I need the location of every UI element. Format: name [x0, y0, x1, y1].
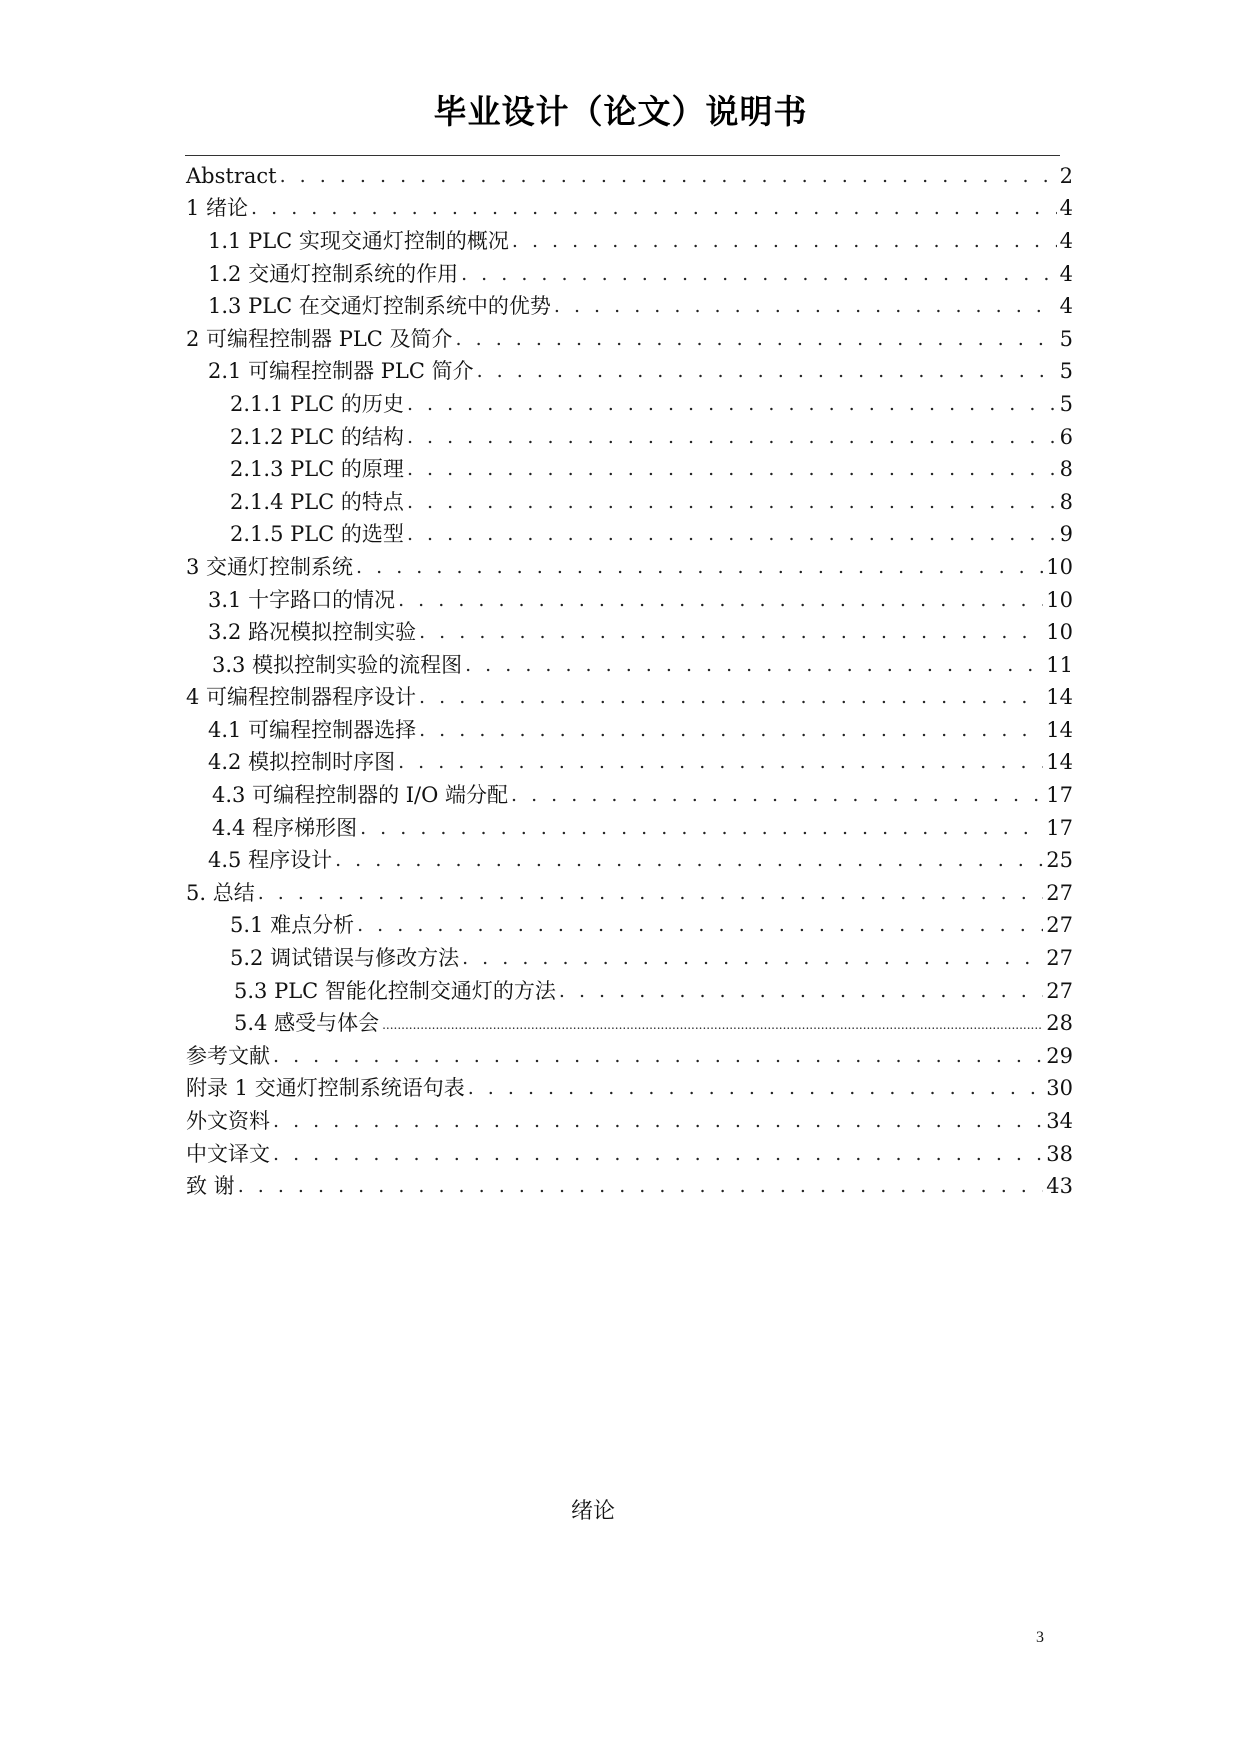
toc-entry-page: 30: [1046, 1076, 1073, 1101]
toc-leader-dots: [258, 884, 1044, 903]
toc-entry-label: 附录 1 交通灯控制系统语句表: [186, 1076, 465, 1101]
toc-entry[interactable]: [186, 258, 1073, 291]
toc-entry-page: 14: [1046, 750, 1073, 775]
toc-leader-dots: [357, 916, 1043, 935]
toc-entry-page: 5: [1059, 391, 1073, 416]
toc-entry-label: 1.2 交通灯控制系统的作用: [208, 261, 459, 286]
toc-entry-page: 5: [1059, 359, 1073, 384]
toc-leader-dots: [407, 525, 1057, 544]
toc-leader-dots: [468, 1079, 1044, 1098]
toc-entry-page: 5: [1059, 326, 1073, 351]
toc-leader-dots: [419, 688, 1043, 707]
toc-leader-dots: [280, 167, 1057, 186]
toc-entry[interactable]: [186, 388, 1073, 421]
toc-entry-page: 14: [1046, 717, 1073, 742]
toc-entry-page: 10: [1046, 620, 1073, 645]
toc-entry-page: 34: [1046, 1109, 1073, 1134]
toc-entry[interactable]: [186, 290, 1073, 323]
toc-entry-label: 5.4 感受与体会: [234, 1011, 380, 1036]
toc-entry-page: 43: [1046, 1174, 1073, 1199]
toc-entry-label: 外文资料: [186, 1109, 270, 1134]
section-heading: 绪论: [570, 1499, 615, 1524]
toc-entry-label: 参考文献: [186, 1043, 270, 1068]
toc-entry-label: 2.1 可编程控制器 PLC 简介: [208, 359, 474, 384]
toc-leader-dots: [251, 199, 1057, 218]
toc-leader-dots: [356, 558, 1043, 577]
toc-entry[interactable]: [186, 453, 1073, 486]
toc-entry[interactable]: [186, 193, 1073, 226]
toc-leader-dots: [407, 493, 1057, 512]
toc-entry-label: 5.2 调试错误与修改方法: [230, 946, 460, 971]
toc-entry-label: 2.1.5 PLC 的选型: [230, 522, 404, 547]
toc-entry[interactable]: [186, 714, 1073, 747]
toc-entry[interactable]: [186, 1105, 1073, 1138]
toc-entry[interactable]: [186, 747, 1073, 780]
toc-entry[interactable]: [186, 877, 1073, 910]
toc-leader-dots: [511, 786, 1043, 805]
toc-entry-page: 25: [1046, 848, 1073, 873]
toc-entry-label: 5. 总结: [186, 880, 255, 905]
toc-leader-dots: [554, 297, 1057, 316]
toc-entry-page: 11: [1046, 652, 1073, 677]
toc-entry[interactable]: [186, 1040, 1073, 1073]
toc-entry-page: 10: [1046, 587, 1073, 612]
toc-entry[interactable]: [186, 584, 1073, 617]
toc-entry-label: 4.3 可编程控制器的 I/O 端分配: [212, 783, 509, 808]
table-of-contents: [186, 160, 1073, 1203]
toc-entry-label: Abstract: [186, 163, 277, 188]
toc-entry-page: 27: [1046, 880, 1073, 905]
toc-entry-page: 8: [1059, 457, 1073, 482]
toc-entry-page: 28: [1046, 1011, 1073, 1036]
toc-leader-dots: [419, 721, 1043, 740]
toc-entry-page: 2: [1059, 163, 1073, 188]
toc-entry-page: 17: [1046, 815, 1073, 840]
toc-leader-dots: [273, 1112, 1043, 1131]
title-divider: [185, 155, 1060, 156]
toc-entry[interactable]: [186, 1007, 1073, 1040]
toc-entry[interactable]: [186, 486, 1073, 519]
toc-leader-dots: [461, 265, 1057, 284]
toc-leader-dots: [238, 1177, 1044, 1196]
toc-entry-label: 中文译文: [186, 1141, 270, 1166]
toc-entry[interactable]: [186, 1073, 1073, 1106]
toc-entry-label: 1.3 PLC 在交通灯控制系统中的优势: [208, 294, 551, 319]
toc-entry-label: 4.1 可编程控制器选择: [208, 717, 417, 742]
toc-entry-page: 17: [1046, 783, 1073, 808]
toc-entry[interactable]: [186, 323, 1073, 356]
toc-entry[interactable]: [186, 844, 1073, 877]
toc-entry[interactable]: [186, 551, 1073, 584]
toc-leader-dots: [456, 330, 1057, 349]
toc-entry[interactable]: [186, 225, 1073, 258]
toc-entry-page: 27: [1046, 978, 1073, 1003]
toc-entry-page: 4: [1059, 261, 1073, 286]
toc-entry-label: 1.1 PLC 实现交通灯控制的概况: [208, 228, 509, 253]
toc-entry-label: 4.5 程序设计: [208, 848, 333, 873]
toc-entry[interactable]: [186, 812, 1073, 845]
toc-leader-dots: [398, 753, 1043, 772]
toc-leader-dots: [398, 591, 1043, 610]
toc-entry[interactable]: [186, 682, 1073, 715]
toc-entry-label: 3.3 模拟控制实验的流程图: [212, 652, 463, 677]
toc-entry-label: 3 交通灯控制系统: [186, 554, 354, 579]
toc-entry[interactable]: [186, 1170, 1073, 1203]
toc-entry-label: 4.4 程序梯形图: [212, 815, 358, 840]
toc-leader-dots: [512, 232, 1057, 251]
page-number: 3: [1036, 1629, 1044, 1646]
toc-entry-page: 29: [1046, 1043, 1073, 1068]
toc-entry[interactable]: [186, 519, 1073, 552]
toc-entry-label: 5.1 难点分析: [230, 913, 355, 938]
toc-leader-dots: [407, 428, 1057, 447]
toc-entry[interactable]: [186, 1138, 1073, 1171]
toc-entry-label: 致 谢: [186, 1174, 235, 1199]
toc-leader-dots: [465, 656, 1043, 675]
toc-leader-dots: [462, 949, 1043, 968]
toc-entry-page: 9: [1059, 522, 1073, 547]
toc-entry[interactable]: [186, 616, 1073, 649]
toc-entry[interactable]: [186, 779, 1073, 812]
toc-entry-page: 4: [1059, 294, 1073, 319]
toc-entry-page: 14: [1046, 685, 1073, 710]
toc-entry-page: 27: [1046, 913, 1073, 938]
toc-leader-dots: [419, 623, 1043, 642]
toc-entry[interactable]: [186, 421, 1073, 454]
toc-leader-dots: [559, 982, 1043, 1001]
toc-leader-dots: [407, 395, 1057, 414]
toc-entry-label: 1 绪论: [186, 196, 249, 221]
toc-leader-dots: [407, 460, 1057, 479]
toc-leader-dots: [273, 1047, 1043, 1066]
toc-entry-label: 3.1 十字路口的情况: [208, 587, 396, 612]
toc-entry-page: 4: [1059, 196, 1073, 221]
toc-entry-page: 6: [1059, 424, 1073, 449]
toc-leader-dots: [273, 1145, 1043, 1164]
toc-entry[interactable]: [186, 910, 1073, 943]
toc-entry-label: 2.1.3 PLC 的原理: [230, 457, 404, 482]
toc-entry[interactable]: [186, 942, 1073, 975]
toc-entry-label: 4 可编程控制器程序设计: [186, 685, 417, 710]
toc-entry-label: 2.1.2 PLC 的结构: [230, 424, 404, 449]
toc-entry-label: 2.1.4 PLC 的特点: [230, 489, 404, 514]
toc-entry-label: 5.3 PLC 智能化控制交通灯的方法: [234, 978, 556, 1003]
toc-entry[interactable]: [186, 975, 1073, 1008]
toc-leader-dots: [477, 362, 1057, 381]
toc-entry-label: 2.1.1 PLC 的历史: [230, 391, 404, 416]
toc-entry-label: 2 可编程控制器 PLC 及简介: [186, 326, 453, 351]
toc-entry-page: 8: [1059, 489, 1073, 514]
toc-entry-page: 38: [1046, 1141, 1073, 1166]
toc-entry-label: 3.2 路况模拟控制实验: [208, 620, 417, 645]
toc-entry[interactable]: [186, 160, 1073, 193]
toc-entry-page: 4: [1059, 228, 1073, 253]
toc-entry-label: 4.2 模拟控制时序图: [208, 750, 396, 775]
document-title: 毕业设计（论文）说明书: [433, 92, 808, 131]
toc-leader-dots: [335, 851, 1043, 870]
toc-entry[interactable]: [186, 356, 1073, 389]
toc-entry-page: 27: [1046, 946, 1073, 971]
toc-entry[interactable]: [186, 649, 1073, 682]
toc-leader-dots: [382, 1014, 1043, 1033]
toc-leader-dots: [360, 819, 1043, 838]
toc-entry-page: 10: [1046, 554, 1073, 579]
